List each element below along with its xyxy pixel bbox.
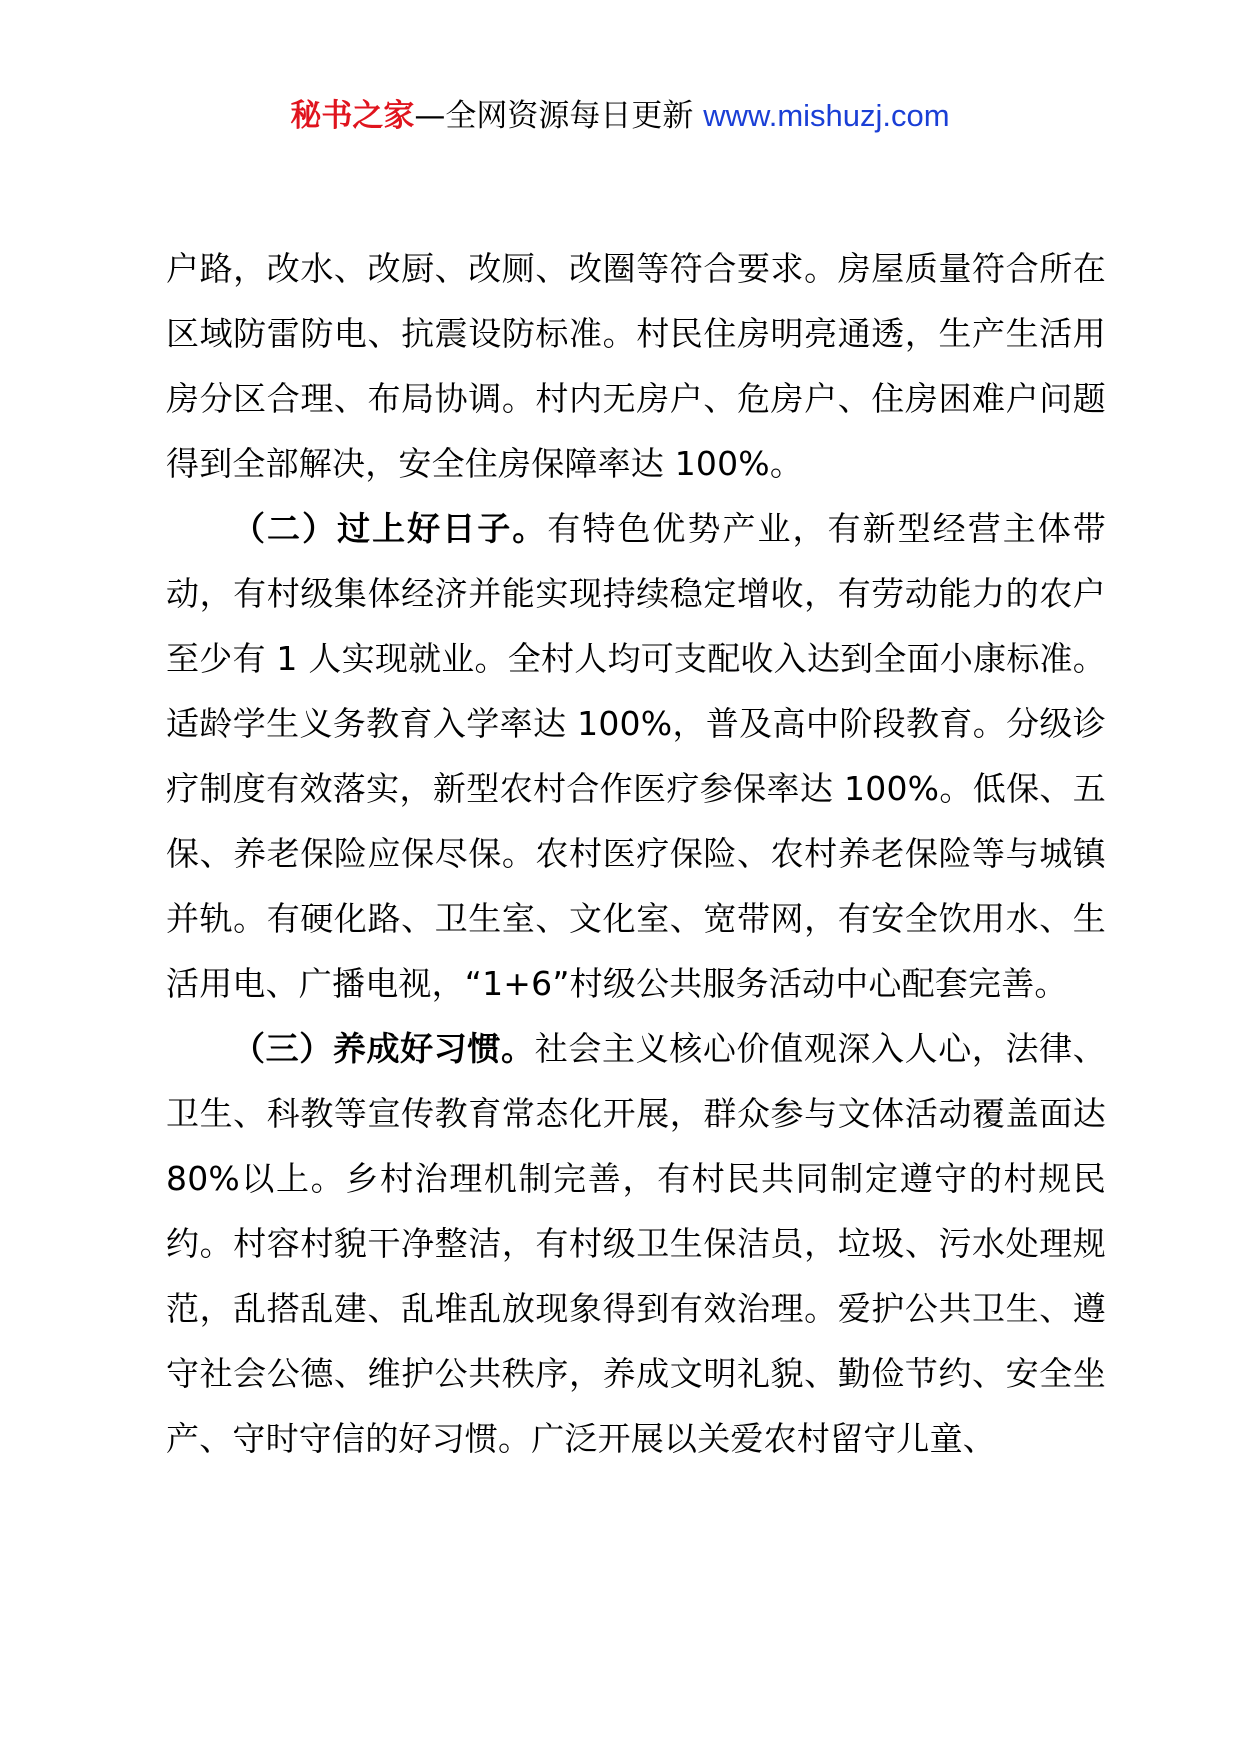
header-brand: 秘书之家 bbox=[290, 98, 415, 134]
document-body bbox=[166, 236, 1106, 1471]
paragraph-3 bbox=[166, 1016, 1106, 1471]
paragraph-2-text: 有特色优势产业，有新型经营主体带动，有村级集体经济并能实现持续稳定增收，有劳动能力的农户至少有 1 人实现就业。全村人均可支配收入达到全面小康标准。适龄学生义务教育入学率达 100%，普及高中阶段教育。分级诊疗制度有效落实，新型农村合作医疗参保率达 100%。低保、五保、养老保险应保尽保。农村医疗保险、农村养老保险等与城镇并轨。有硬化路、卫生室、文化室、宽带网，有安全饮用水、生活用电、广播电视，“1+6”村级公共服务活动中心配套完善。 bbox=[166, 509, 1106, 1003]
paragraph-1 bbox=[166, 236, 1106, 496]
page-header bbox=[0, 96, 1240, 136]
section-heading-2: （二）过上好日子。 bbox=[232, 509, 548, 548]
paragraph-3-text: 社会主义核心价值观深入人心，法律、卫生、科教等宣传教育常态化开展，群众参与文体活动覆盖面达 80%以上。乡村治理机制完善，有村民共同制定遵守的村规民约。村容村貌干净整洁，有村级卫生保洁员，垃圾、污水处理规范，乱搭乱建、乱堆乱放现象得到有效治理。爱护公共卫生、遵守社会公德、维护公共秩序，养成文明礼貌、勤俭节约、安全坐产、守时守信的好习惯。广泛开展以关爱农村留守儿童、 bbox=[166, 1029, 1106, 1458]
header-tagline: —全网资源每日更新 bbox=[414, 98, 704, 134]
paragraph-1-text: 户路，改水、改厨、改厕、改圈等符合要求。房屋质量符合所在区域防雷防电、抗震设防标准。村民住房明亮通透，生产生活用房分区合理、布局协调。村内无房户、危房户、住房困难户问题得到全部解决，安全住房保障率达 100%。 bbox=[166, 249, 1106, 483]
paragraph-2 bbox=[166, 496, 1106, 1016]
section-heading-3: （三）养成好习惯。 bbox=[232, 1029, 535, 1068]
header-url-link[interactable]: www.mishuzj.com bbox=[703, 98, 950, 133]
